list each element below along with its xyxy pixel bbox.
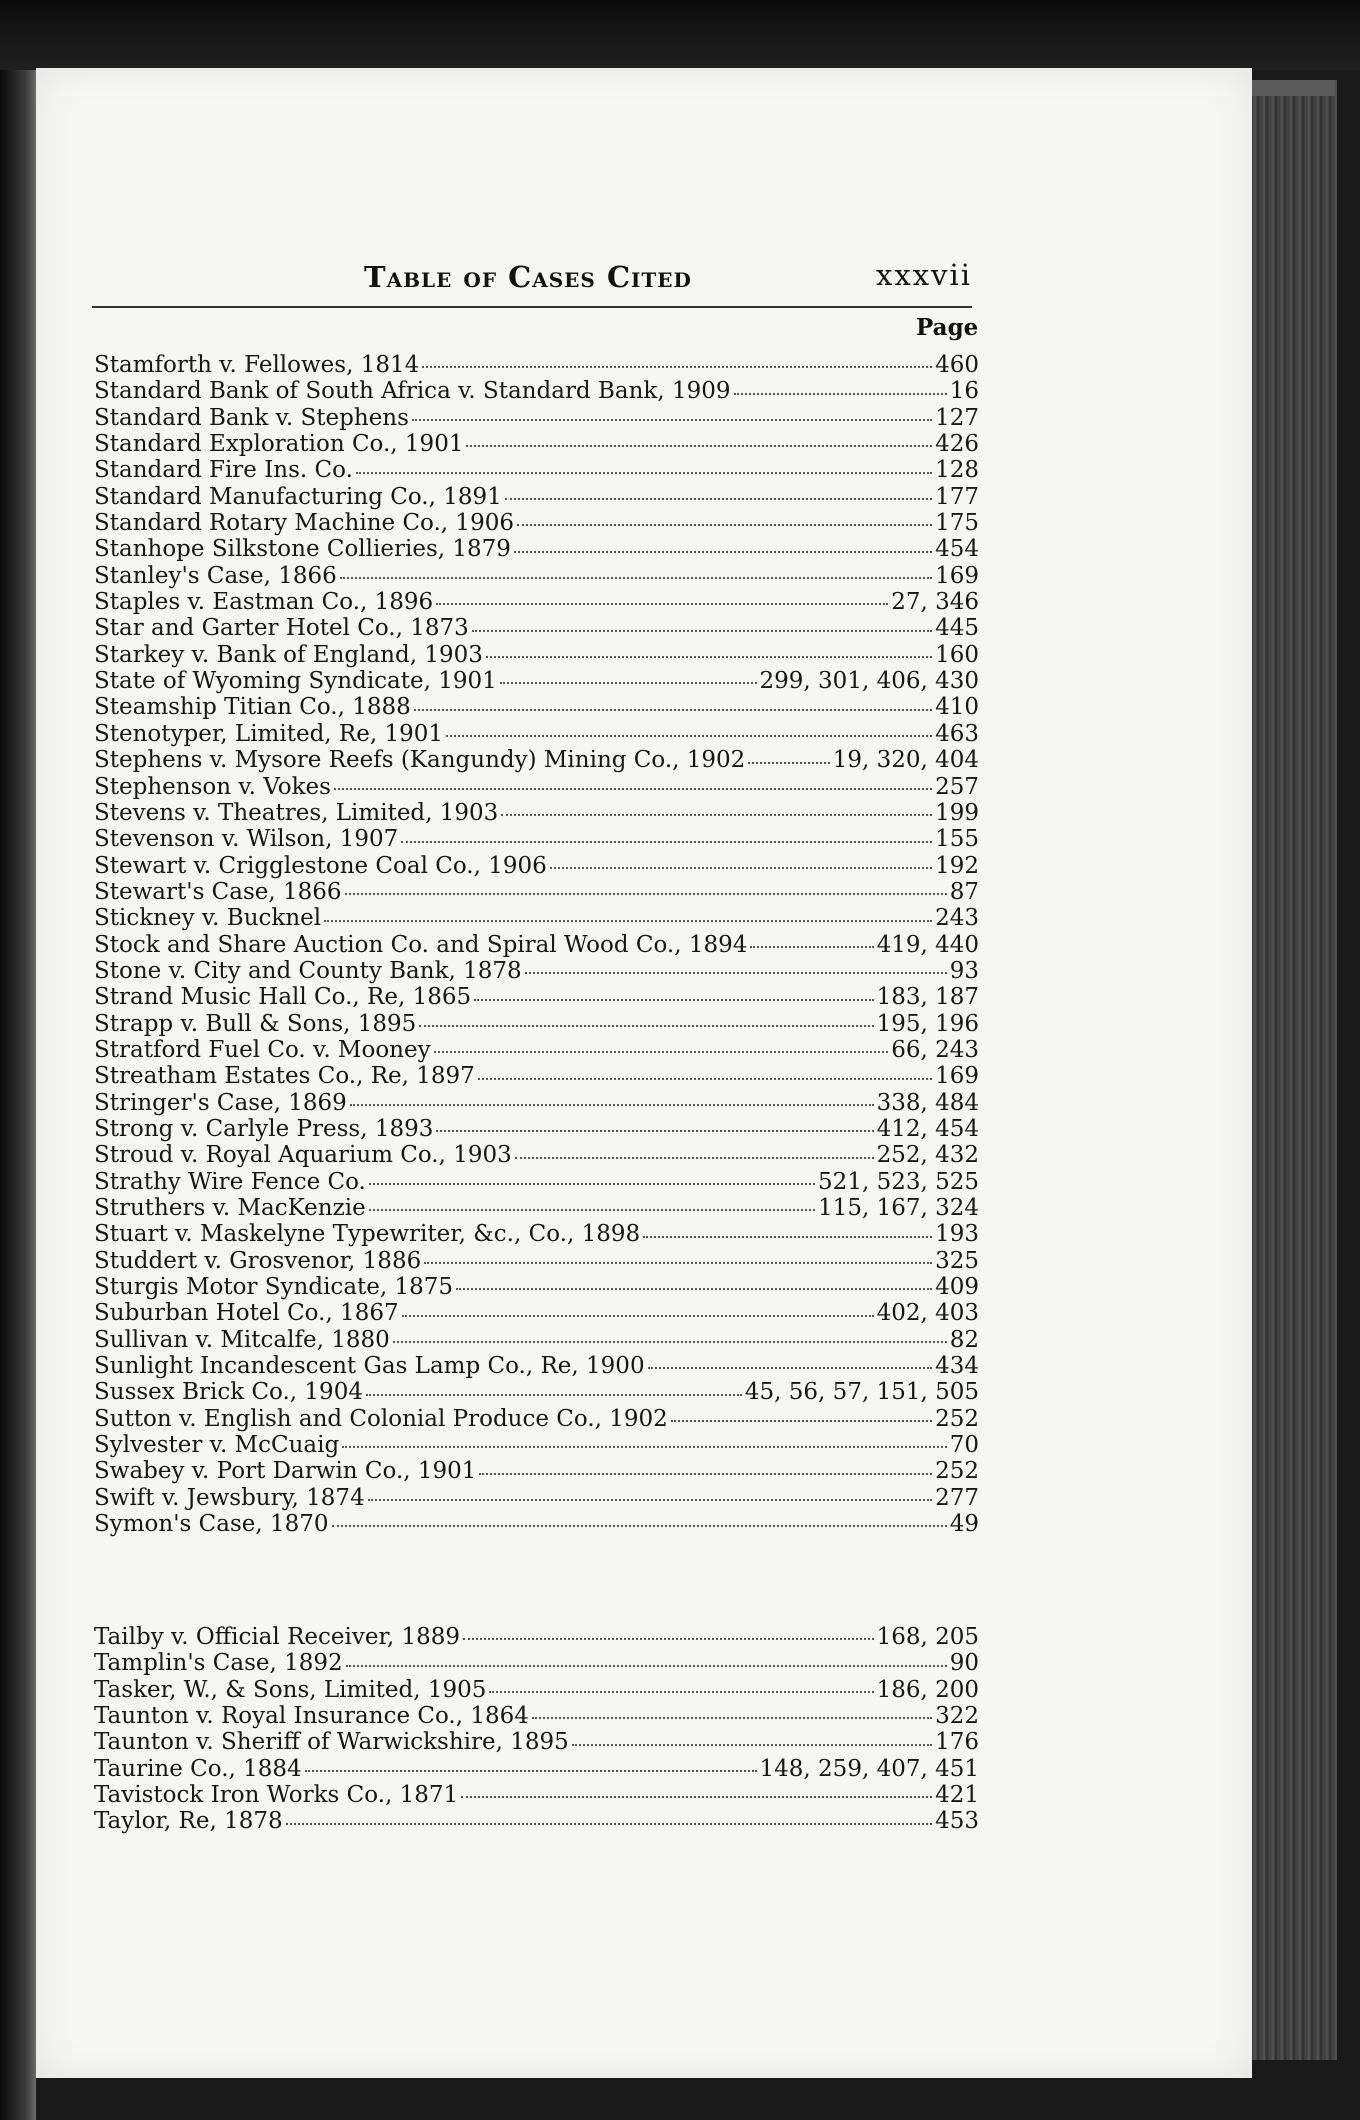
case-name: Struthers v. MacKenzie [94, 1195, 366, 1221]
case-name: Sussex Brick Co., 1904 [94, 1379, 363, 1406]
case-entry [94, 1090, 979, 1116]
case-pages: 49 [949, 1511, 979, 1538]
case-name: Swabey v. Port Darwin Co., 1901 [94, 1458, 477, 1485]
case-name: Tailby v. Official Receiver, 1889 [94, 1624, 461, 1650]
case-pages: 66, 243 [891, 1036, 979, 1063]
case-entry [94, 1650, 979, 1676]
case-name: Symon's Case, 1870 [94, 1511, 329, 1538]
case-entry [94, 431, 979, 457]
page-title: Table of Cases Cited [364, 260, 692, 294]
case-pages: 176 [935, 1729, 979, 1756]
case-entry [94, 1729, 979, 1755]
case-name: Standard Fire Ins. Co. [94, 457, 353, 484]
case-pages: 453 [935, 1808, 979, 1835]
case-name: Stuart v. Maskelyne Typewriter, &c., Co., 1898 [94, 1221, 641, 1248]
case-entry [94, 1169, 979, 1195]
dot-leader [500, 681, 757, 684]
case-pages: 169 [935, 562, 979, 589]
case-name: Stickney v. Bucknel [94, 905, 322, 932]
case-entry [94, 1327, 979, 1353]
case-entry [94, 694, 979, 720]
case-name: Sutton v. English and Colonial Produce Co., 1902 [94, 1405, 668, 1432]
case-name: Streatham Estates Co., Re, 1897 [94, 1063, 475, 1090]
case-name: State of Wyoming Syndicate, 1901 [94, 668, 497, 695]
case-pages: 409 [935, 1274, 979, 1301]
dot-leader [501, 813, 932, 816]
case-pages: 127 [935, 404, 979, 431]
case-name: Stamforth v. Fellowes, 1814 [94, 352, 420, 378]
dot-leader [356, 471, 932, 474]
dot-leader [748, 761, 829, 764]
case-pages: 299, 301, 406, 430 [759, 668, 979, 695]
case-pages: 426 [935, 431, 979, 458]
dot-leader [324, 919, 932, 922]
dot-leader [414, 708, 932, 711]
case-pages: 128 [935, 457, 979, 484]
case-name: Strathy Wire Fence Co. [94, 1168, 366, 1195]
case-entry [94, 510, 979, 536]
dot-leader [472, 629, 932, 632]
case-name: Stanhope Silkstone Collieries, 1879 [94, 536, 511, 563]
case-pages: 252 [935, 1458, 979, 1485]
dot-leader [505, 497, 932, 500]
case-entry [94, 1353, 979, 1379]
case-pages: 195, 196 [876, 1010, 979, 1037]
header-rule [92, 306, 972, 308]
dot-leader [434, 1050, 889, 1053]
case-pages: 193 [935, 1221, 979, 1248]
dot-leader [345, 892, 947, 895]
case-pages: 177 [935, 483, 979, 510]
dot-leader [412, 418, 932, 421]
case-entry [94, 853, 979, 879]
case-entry [94, 668, 979, 694]
case-pages: 45, 56, 57, 151, 505 [744, 1379, 979, 1406]
case-name: Studdert v. Grosvenor, 1886 [94, 1247, 422, 1274]
dot-leader [332, 1524, 947, 1527]
dot-leader [369, 1182, 815, 1185]
case-pages: 148, 259, 407, 451 [759, 1755, 979, 1782]
case-name: Stratford Fuel Co. v. Mooney [94, 1036, 431, 1063]
case-name: Taurine Co., 1884 [94, 1755, 302, 1782]
case-name: Steamship Titian Co., 1888 [94, 694, 411, 721]
dot-leader [369, 1208, 815, 1211]
case-pages: 463 [935, 720, 979, 747]
case-entry [94, 1485, 979, 1511]
case-name: Stewart v. Crigglestone Coal Co., 1906 [94, 852, 547, 879]
case-pages: 460 [935, 352, 979, 378]
case-pages: 434 [935, 1353, 979, 1380]
scan-left-edge [0, 70, 36, 2120]
case-entry [94, 484, 979, 510]
case-entry [94, 1624, 979, 1650]
case-pages: 186, 200 [876, 1676, 979, 1703]
case-name: Stenotyper, Limited, Re, 1901 [94, 720, 444, 747]
dot-leader [463, 1637, 874, 1640]
dot-leader [346, 1664, 947, 1667]
dot-leader [402, 1314, 874, 1317]
case-name: Tavistock Iron Works Co., 1871 [94, 1782, 459, 1809]
case-entry [94, 1406, 979, 1432]
case-entry [94, 378, 979, 404]
case-pages: 257 [935, 773, 979, 800]
case-pages: 521, 523, 525 [818, 1168, 979, 1195]
case-name: Standard Exploration Co., 1901 [94, 431, 464, 458]
case-entry [94, 589, 979, 615]
case-entry [94, 352, 979, 378]
case-pages: 168, 205 [876, 1624, 979, 1650]
case-name: Taunton v. Sheriff of Warwickshire, 1895 [94, 1729, 569, 1756]
case-name: Standard Rotary Machine Co., 1906 [94, 510, 514, 537]
dot-leader [648, 1366, 933, 1369]
case-name: Standard Bank v. Stephens [94, 404, 409, 431]
case-entry [94, 642, 979, 668]
case-pages: 421 [935, 1782, 979, 1809]
case-name: Suburban Hotel Co., 1867 [94, 1300, 399, 1327]
dot-leader [436, 602, 888, 605]
case-name: Stringer's Case, 1869 [94, 1089, 347, 1116]
dot-leader [572, 1743, 932, 1746]
dot-leader [532, 1716, 932, 1719]
book-cover-corner [1250, 80, 1335, 96]
case-name: Strapp v. Bull & Sons, 1895 [94, 1010, 417, 1037]
dot-leader [305, 1769, 757, 1772]
dot-leader [466, 444, 932, 447]
case-entry [94, 1037, 979, 1063]
dot-leader [334, 787, 932, 790]
case-pages: 16 [949, 378, 979, 405]
case-entry [94, 932, 979, 958]
case-name: Stephens v. Mysore Reefs (Kangundy) Mining Co., 1902 [94, 747, 746, 774]
case-pages: 338, 484 [876, 1089, 979, 1116]
case-pages: 90 [949, 1650, 979, 1677]
case-pages: 160 [935, 641, 979, 668]
dot-leader [479, 1472, 932, 1475]
case-name: Stanley's Case, 1866 [94, 562, 337, 589]
case-pages: 175 [935, 510, 979, 537]
case-entry [94, 563, 979, 589]
case-pages: 19, 320, 404 [832, 747, 979, 774]
case-pages: 252 [935, 1405, 979, 1432]
case-entry [94, 457, 979, 483]
case-pages: 199 [935, 799, 979, 826]
dot-leader [517, 523, 932, 526]
case-pages: 322 [935, 1703, 979, 1730]
case-name: Stewart's Case, 1866 [94, 878, 342, 905]
case-pages: 277 [935, 1484, 979, 1511]
case-entry [94, 800, 979, 826]
dot-leader [525, 971, 947, 974]
dot-leader [489, 1690, 873, 1693]
case-entry [94, 1677, 979, 1703]
case-name: Taylor, Re, 1878 [94, 1808, 283, 1835]
case-entry [94, 1248, 979, 1274]
case-name: Staples v. Eastman Co., 1896 [94, 589, 434, 616]
case-name: Stevens v. Theatres, Limited, 1903 [94, 799, 499, 826]
case-entry [94, 1511, 979, 1537]
dot-leader [478, 1077, 932, 1080]
case-name: Tasker, W., & Sons, Limited, 1905 [94, 1676, 487, 1703]
scan-top-shadow [0, 0, 1360, 70]
case-entry [94, 1432, 979, 1458]
dot-leader [393, 1340, 947, 1343]
case-pages: 454 [935, 536, 979, 563]
page-number: xxxvii [876, 258, 972, 292]
case-entry [94, 984, 979, 1010]
case-entry [94, 1703, 979, 1729]
dot-leader [436, 1129, 873, 1132]
case-entry [94, 721, 979, 747]
dot-leader [514, 550, 932, 553]
dot-leader [422, 365, 932, 368]
case-entry [94, 1274, 979, 1300]
case-entry [94, 1458, 979, 1484]
case-entry [94, 1063, 979, 1089]
case-name: Standard Bank of South Africa v. Standard Bank, 1909 [94, 378, 731, 405]
book-page-edges [1250, 80, 1337, 2060]
case-entry [94, 615, 979, 641]
case-name: Tamplin's Case, 1892 [94, 1650, 343, 1677]
dot-leader [446, 734, 932, 737]
case-name: Standard Manufacturing Co., 1891 [94, 483, 502, 510]
case-pages: 155 [935, 826, 979, 853]
case-pages: 243 [935, 905, 979, 932]
dot-leader [671, 1419, 932, 1422]
case-pages: 183, 187 [876, 984, 979, 1011]
case-entry [94, 905, 979, 931]
case-name: Stone v. City and County Bank, 1878 [94, 957, 522, 984]
case-name: Stock and Share Auction Co. and Spiral Wood Co., 1894 [94, 931, 748, 958]
case-entry [94, 958, 979, 984]
dot-leader [366, 1393, 742, 1396]
case-name: Starkey v. Bank of England, 1903 [94, 641, 483, 668]
case-entry [94, 405, 979, 431]
case-entry [94, 1142, 979, 1168]
case-name: Strand Music Hall Co., Re, 1865 [94, 984, 472, 1011]
dot-leader [486, 655, 932, 658]
dot-leader [456, 1287, 932, 1290]
case-name: Swift v. Jewsbury, 1874 [94, 1484, 365, 1511]
dot-leader [461, 1795, 932, 1798]
case-entry [94, 1756, 979, 1782]
page-column-label: Page [916, 314, 979, 341]
case-pages: 192 [935, 852, 979, 879]
case-pages: 87 [949, 878, 979, 905]
dot-leader [643, 1235, 932, 1238]
case-name: Star and Garter Hotel Co., 1873 [94, 615, 469, 642]
case-entry [94, 536, 979, 562]
case-name: Stevenson v. Wilson, 1907 [94, 826, 399, 853]
case-entry [94, 774, 979, 800]
case-entry [94, 826, 979, 852]
case-pages: 252, 432 [876, 1142, 979, 1169]
case-name: Strong v. Carlyle Press, 1893 [94, 1115, 434, 1142]
case-pages: 325 [935, 1247, 979, 1274]
case-name: Stroud v. Royal Aquarium Co., 1903 [94, 1142, 512, 1169]
case-pages: 402, 403 [876, 1300, 979, 1327]
case-pages: 445 [935, 615, 979, 642]
dot-leader [342, 1445, 947, 1448]
case-pages: 82 [949, 1326, 979, 1353]
case-pages: 412, 454 [876, 1115, 979, 1142]
case-pages: 410 [935, 694, 979, 721]
case-entry [94, 1782, 979, 1808]
case-entry [94, 1116, 979, 1142]
case-pages: 169 [935, 1063, 979, 1090]
dot-leader [550, 866, 932, 869]
dot-leader [286, 1822, 932, 1825]
dot-leader [340, 576, 932, 579]
case-name: Taunton v. Royal Insurance Co., 1864 [94, 1703, 529, 1730]
case-name: Stephenson v. Vokes [94, 773, 331, 800]
case-entry [94, 1221, 979, 1247]
case-entry [94, 1011, 979, 1037]
case-name: Sturgis Motor Syndicate, 1875 [94, 1274, 454, 1301]
case-pages: 93 [949, 957, 979, 984]
cases-list-t [94, 1624, 979, 1835]
dot-leader [474, 998, 873, 1001]
dot-leader [515, 1156, 874, 1159]
case-name: Sunlight Incandescent Gas Lamp Co., Re, 1900 [94, 1353, 645, 1380]
case-entry [94, 747, 979, 773]
case-name: Sullivan v. Mitcalfe, 1880 [94, 1326, 390, 1353]
dot-leader [350, 1103, 874, 1106]
case-pages: 419, 440 [876, 931, 979, 958]
case-entry [94, 1195, 979, 1221]
running-header [92, 260, 972, 296]
case-pages: 27, 346 [891, 589, 979, 616]
case-entry [94, 1379, 979, 1405]
case-entry [94, 1808, 979, 1834]
case-entry [94, 879, 979, 905]
dot-leader [424, 1261, 932, 1264]
case-name: Sylvester v. McCuaig [94, 1432, 340, 1459]
case-pages: 115, 167, 324 [818, 1195, 979, 1221]
dot-leader [401, 840, 932, 843]
dot-leader [419, 1024, 873, 1027]
dot-leader [368, 1498, 932, 1501]
case-entry [94, 1300, 979, 1326]
dot-leader [750, 945, 873, 948]
case-pages: 70 [949, 1432, 979, 1459]
dot-leader [734, 392, 947, 395]
cases-list-s [94, 352, 979, 1537]
